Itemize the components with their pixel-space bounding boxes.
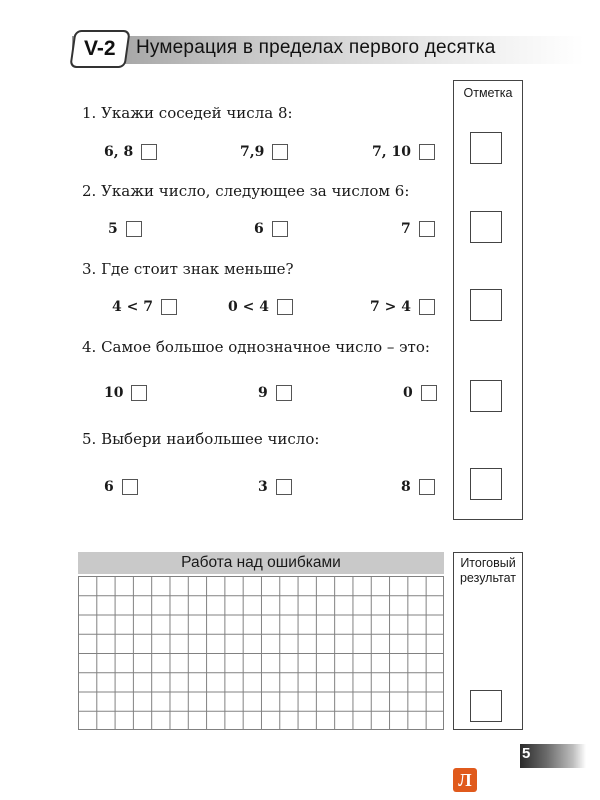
page-title: Нумерация в пределах первого десятка (136, 37, 496, 58)
option-label: 4 < 7 (112, 299, 153, 315)
option-label: 6, 8 (104, 144, 134, 160)
option-label: 0 < 4 (228, 299, 269, 315)
question-5-text: 5. Выбери наибольшее число: (82, 430, 320, 448)
answer-checkbox[interactable] (421, 385, 437, 401)
option-label: 10 (104, 385, 124, 401)
answer-checkbox[interactable] (419, 221, 435, 237)
question-4-text: 4. Самое большое однозначное число – это: (82, 338, 430, 356)
option-label: 5 (108, 221, 118, 237)
option-label: 6 (104, 479, 114, 495)
option-label: 7,9 (240, 144, 265, 160)
q4-option-2 (258, 384, 292, 402)
q5-option-2 (258, 478, 292, 496)
result-label: Итоговый результат (459, 556, 516, 585)
answer-checkbox[interactable] (272, 221, 288, 237)
q4-option-3 (403, 384, 437, 402)
answer-checkbox[interactable] (131, 385, 147, 401)
q5-option-1 (104, 478, 138, 496)
q3-option-2 (228, 298, 293, 316)
answer-checkbox[interactable] (419, 144, 435, 160)
answer-checkbox[interactable] (126, 221, 142, 237)
q2-option-1 (108, 220, 142, 238)
option-label: 9 (258, 385, 268, 401)
q1-option-2 (240, 143, 288, 161)
mark-column-label: Отметка (463, 86, 513, 100)
mark-box-2[interactable] (470, 211, 502, 243)
q3-option-1 (112, 298, 177, 316)
publisher-logo: Л (453, 768, 477, 792)
option-label: 7, 10 (372, 144, 411, 160)
q1-option-3 (372, 143, 435, 161)
q1-option-1 (104, 143, 157, 161)
q2-option-2 (254, 220, 288, 238)
answer-checkbox[interactable] (161, 299, 177, 315)
q3-option-3 (370, 298, 435, 316)
mark-box-1[interactable] (470, 132, 502, 164)
errors-section-title: Работа над ошибками (78, 552, 444, 574)
option-label: 0 (403, 385, 413, 401)
option-label: 8 (401, 479, 411, 495)
option-label: 6 (254, 221, 264, 237)
variant-label: V-2 (84, 37, 116, 60)
errors-grid[interactable] (78, 576, 444, 730)
mark-box-5[interactable] (470, 468, 502, 500)
answer-checkbox[interactable] (141, 144, 157, 160)
variant-badge (69, 30, 130, 68)
question-3-text: 3. Где стоит знак меньше? (82, 260, 294, 278)
q4-option-1 (104, 384, 147, 402)
option-label: 3 (258, 479, 268, 495)
result-box[interactable] (470, 690, 502, 722)
answer-checkbox[interactable] (419, 479, 435, 495)
q5-option-3 (401, 478, 435, 496)
answer-checkbox[interactable] (272, 144, 288, 160)
option-label: 7 (401, 221, 411, 237)
question-1-text: 1. Укажи соседей числа 8: (82, 104, 293, 122)
mark-box-4[interactable] (470, 380, 502, 412)
mark-box-3[interactable] (470, 289, 502, 321)
question-2-text: 2. Укажи число, следующее за числом 6: (82, 182, 410, 200)
option-label: 7 > 4 (370, 299, 411, 315)
answer-checkbox[interactable] (419, 299, 435, 315)
answer-checkbox[interactable] (276, 479, 292, 495)
answer-checkbox[interactable] (277, 299, 293, 315)
q2-option-3 (401, 220, 435, 238)
answer-checkbox[interactable] (122, 479, 138, 495)
page-number: 5 (522, 745, 531, 762)
answer-checkbox[interactable] (276, 385, 292, 401)
